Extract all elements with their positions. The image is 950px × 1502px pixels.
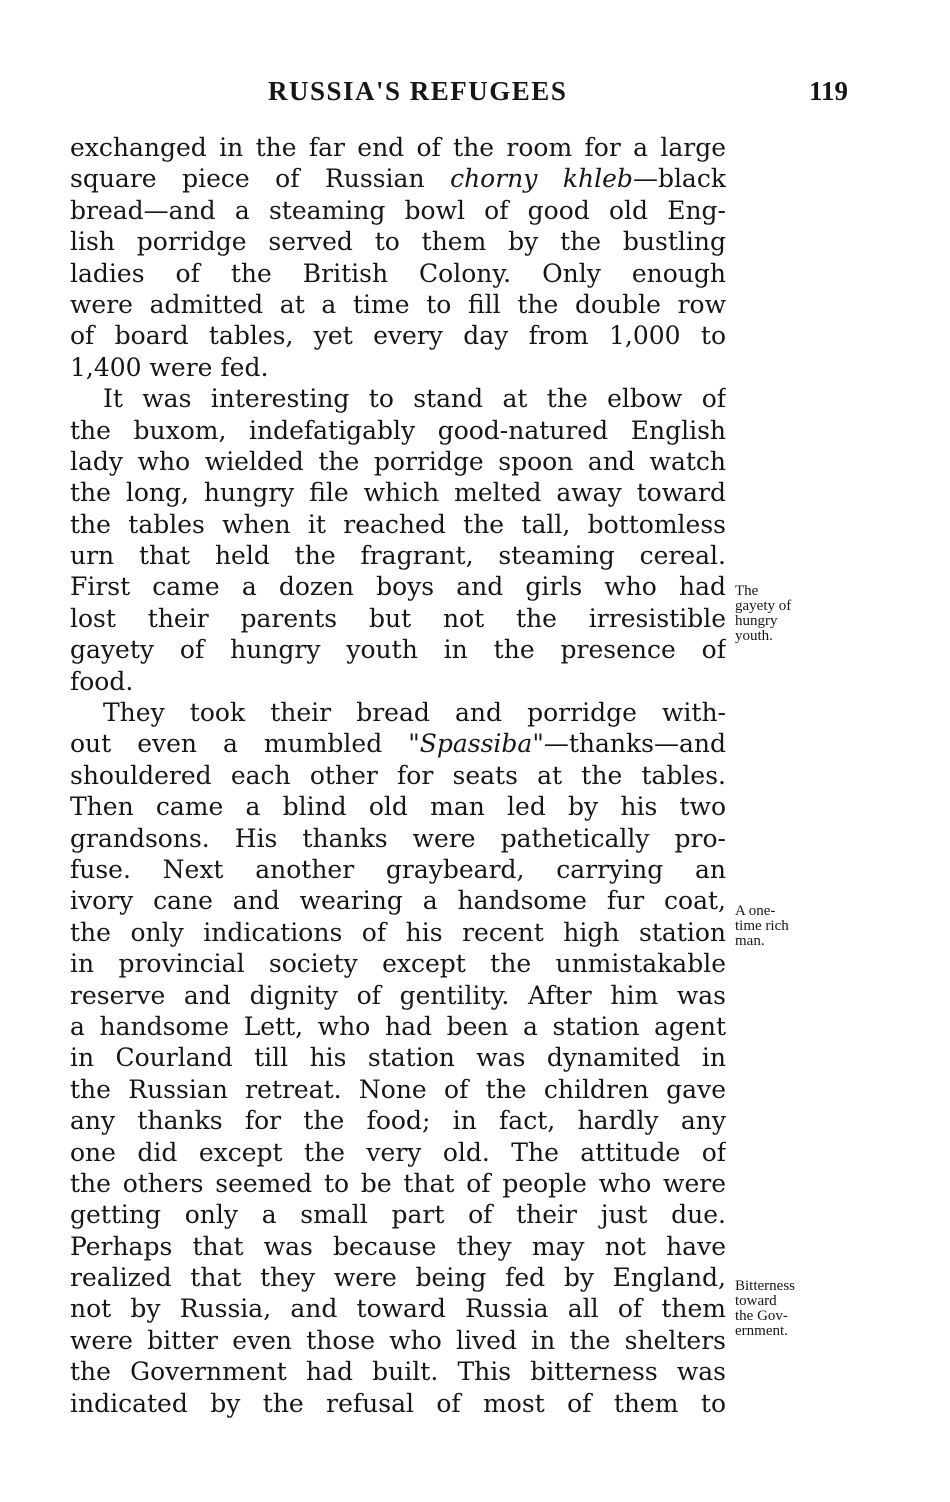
text-line: realized that they were being fed by England, [70, 1263, 726, 1293]
text-line: gayety of hungry youth in the presence of [70, 635, 726, 665]
text-line: lost their parents but not the irresistible [70, 603, 726, 633]
text-line: in Courland till his station was dynamited in [70, 1043, 726, 1073]
text-line: of board tables, yet every day from 1,000 to [70, 321, 726, 351]
text-line: urn that held the fragrant, steaming cereal. [70, 541, 726, 571]
text-line: Perhaps that was because they may not have [70, 1231, 726, 1261]
text-line: a handsome Lett, who had been a station agent [70, 1011, 726, 1041]
text-line: out even a mumbled "Spassiba"—thanks—and [70, 729, 726, 759]
text-line: fuse. Next another graybeard, carrying an [70, 854, 726, 884]
side-note-line: man. [735, 933, 765, 949]
text-line: shouldered each other for seats at the tables. [70, 760, 726, 790]
text-line: the only indications of his recent high station [70, 917, 726, 947]
text-line: ladies of the British Colony. Only enough [70, 258, 726, 288]
text-line: square piece of Russian chorny khleb—black [70, 164, 726, 194]
text-line: grandsons. His thanks were pathetically pro- [70, 823, 726, 853]
text-line: were admitted at a time to fill the double row [70, 289, 726, 319]
body-text [70, 132, 726, 1419]
side-note-line: time rich [735, 918, 789, 934]
text-line: ivory cane and wearing a handsome fur coat, [70, 886, 726, 916]
text-line: They took their bread and porridge with- [103, 698, 726, 728]
text-line: any thanks for the food; in fact, hardly any [70, 1106, 726, 1136]
text-line: indicated by the refusal of most of them to [70, 1388, 726, 1418]
side-note-bitterness [735, 1279, 845, 1339]
running-title: RUSSIA'S REFUGEES [268, 76, 568, 106]
text-line: not by Russia, and toward Russia all of them [70, 1294, 726, 1324]
side-note-gayety [735, 584, 845, 644]
side-note-line: gayety of [735, 598, 792, 614]
side-note-line: A one- [735, 903, 776, 919]
text-line: the long, hungry file which melted away toward [70, 478, 726, 508]
text-line: getting only a small part of their just due. [70, 1200, 726, 1230]
side-note-rich-man [735, 904, 845, 949]
side-note-line: Bitterness [735, 1278, 795, 1294]
text-line: 1,400 were fed. [70, 352, 269, 382]
text-line: Then came a blind old man led by his two [70, 792, 726, 822]
text-line: the buxom, indefatigably good-natured English [70, 415, 726, 445]
text-line: lady who wielded the porridge spoon and watch [70, 446, 726, 476]
page-number: 119 [808, 76, 848, 106]
text-line: food. [70, 666, 134, 696]
text-line: in provincial society except the unmistakable [70, 949, 726, 979]
text-line: exchanged in the far end of the room for a large [70, 133, 726, 162]
text-line: First came a dozen boys and girls who had [70, 572, 726, 602]
running-head [70, 76, 850, 116]
text-line: the tables when it reached the tall, bottomless [70, 509, 726, 539]
side-note-line: the Gov- [735, 1308, 788, 1324]
side-note-line: hungry [735, 613, 778, 629]
text-line: the Government had built. This bitterness was [70, 1357, 726, 1387]
side-note-line: youth. [735, 628, 773, 644]
text-line: were bitter even those who lived in the shelters [70, 1325, 726, 1355]
text-line: the others seemed to be that of people who were [70, 1168, 726, 1198]
side-note-line: ernment. [735, 1323, 788, 1339]
side-note-line: toward [735, 1293, 777, 1309]
text-line: the Russian retreat. None of the children gave [70, 1074, 726, 1104]
text-line: bread—and a steaming bowl of good old Eng- [70, 195, 726, 225]
text-line: lish porridge served to them by the bustling [70, 227, 726, 257]
text-line: reserve and dignity of gentility. After him was [70, 980, 726, 1010]
text-line: It was interesting to stand at the elbow of [103, 384, 726, 414]
side-note-line: The [735, 583, 759, 599]
text-line: one did except the very old. The attitude of [70, 1137, 726, 1167]
